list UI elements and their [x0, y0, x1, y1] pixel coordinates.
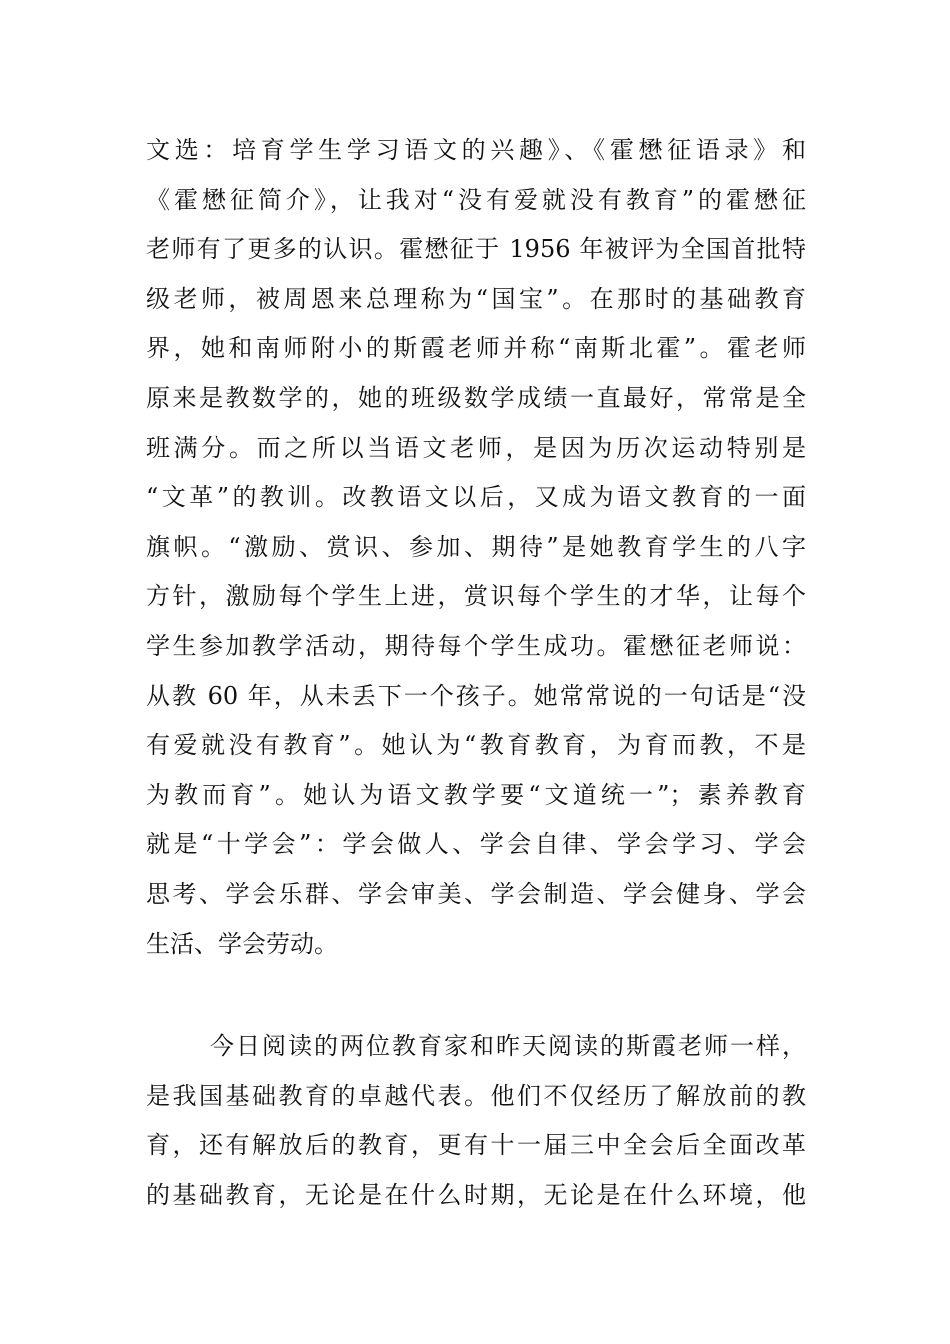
paragraph-line: 老师有了更多的认识。霍懋征于 1956 年被评为全国首批特: [146, 235, 806, 264]
paragraph-line: 级老师，被周恩来总理称为“国宝”。在那时的基础教育: [146, 284, 806, 313]
paragraph-line: 是我国基础教育的卓越代表。他们不仅经历了解放前的教: [146, 1081, 806, 1110]
paragraph-1: [146, 126, 806, 969]
paragraph-line: 为教而育”。她认为语文教学要“文道统一”；素养教育: [146, 780, 806, 809]
paragraph-line: 生活、学会劳动。: [146, 929, 338, 958]
paragraph-line: 今日阅读的两位教育家和昨天阅读的斯霞老师一样，: [210, 1032, 806, 1060]
paragraph-line: 从教 60 年，从未丢下一个孩子。她常常说的一句话是“没: [146, 681, 806, 710]
paragraph-line: 《霍懋征简介》，让我对“没有爱就没有教育”的霍懋征: [146, 185, 806, 214]
paragraph-line: 就是“十学会”：学会做人、学会自律、学会学习、学会: [146, 830, 806, 859]
paragraph-line: 原来是教数学的，她的班级数学成绩一直最好，常常是全: [146, 383, 806, 412]
paragraph-line: 文选：培育学生学习语文的兴趣》、《霍懋征语录》和: [146, 136, 806, 164]
paragraph-line: 班满分。而之所以当语文老师，是因为历次运动特别是: [146, 433, 806, 462]
paragraph-line: 旗帜。“激励、赏识、参加、期待”是她教育学生的八字: [146, 532, 806, 561]
paragraph-line: 有爱就没有教育”。她认为“教育教育，为育而教，不是: [146, 731, 806, 760]
paragraph-line: 的基础教育，无论是在什么时期，无论是在什么环境，他: [146, 1180, 806, 1209]
paragraph-line: 方针，激励每个学生上进，赏识每个学生的才华，让每个: [146, 582, 806, 611]
paragraph-line: 界，她和南师附小的斯霞老师并称“南斯北霍”。霍老师: [146, 334, 806, 363]
paragraph-2: [146, 1022, 806, 1220]
paragraph-line: “文革”的教训。改教语文以后，又成为语文教育的一面: [146, 483, 806, 512]
paragraph-line: 思考、学会乐群、学会审美、学会制造、学会健身、学会: [146, 879, 806, 908]
paragraph-line: 育，还有解放后的教育，更有十一届三中全会后全面改革: [146, 1131, 806, 1160]
paragraph-line: 学生参加教学活动，期待每个学生成功。霍懋征老师说：: [146, 631, 806, 660]
